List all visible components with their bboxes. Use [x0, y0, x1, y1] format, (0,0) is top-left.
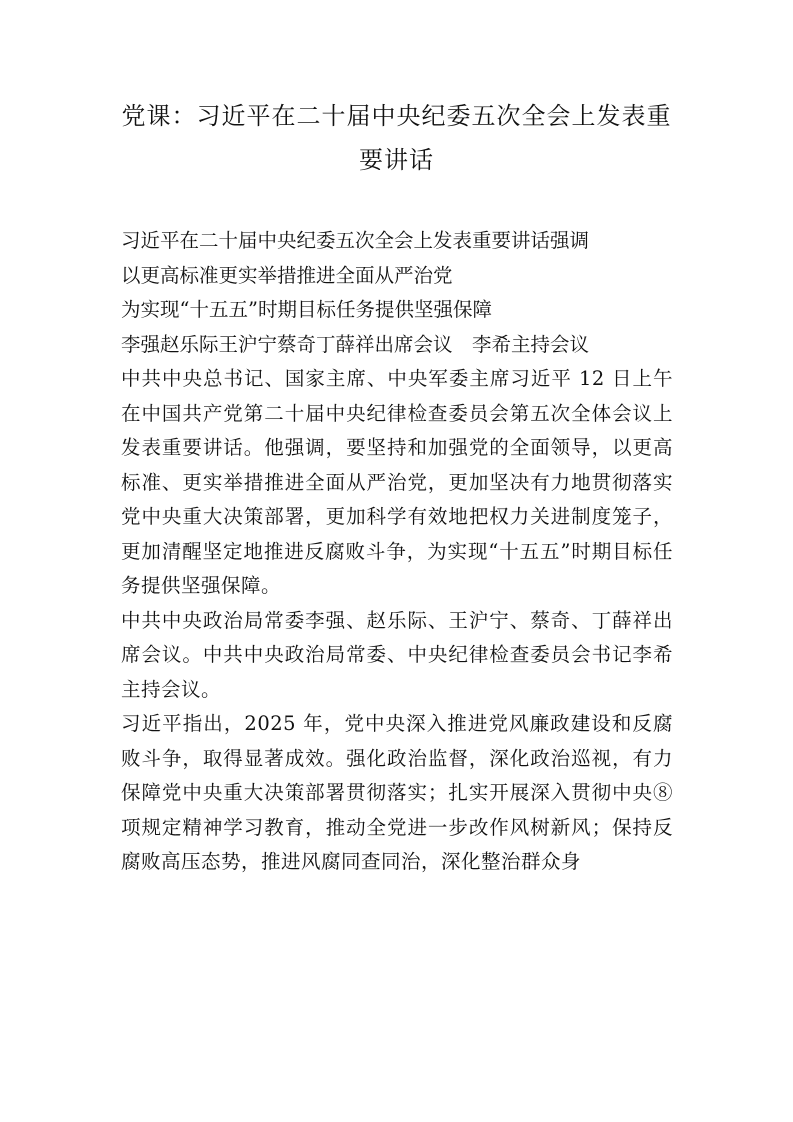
headline-4: 李强赵乐际王沪宁蔡奇丁薛祥出席会议 李希主持会议: [121, 332, 590, 356]
paragraph-1: 中共中央总书记、国家主席、中央军委主席习近平 12 日上午在中国共产党第二十届中央纪律检查委员会第五次全体会议上发表重要讲话。他强调，要坚持和加强党的全面领导，以更高标准、更实举措推进全面从严治党，更加坚决有力地贯彻落实党中央重大决策部署，更加科学有效地把权力关进制度笼子，更加清醒坚定地推进反腐败斗争，为实现“十五五”时期目标任务提供坚强保障。: [121, 367, 673, 597]
headline-3: 为实现“十五五”时期目标任务提供坚强保障: [121, 298, 492, 321]
headline-2: 以更高标准更实举措推进全面从严治党: [121, 263, 453, 287]
paragraph-2: 中共中央政治局常委李强、赵乐际、王沪宁、蔡奇、丁薛祥出席会议。中共中央政治局常委、中央纪律检查委员会书记李希主持会议。: [121, 608, 673, 701]
document-title: 党课：习近平在二十届中央纪委五次全会上发表重要讲话: [121, 102, 672, 174]
document-body: [121, 224, 673, 880]
paragraph-3: 习近平指出，2025 年，党中央深入推进党风廉政建设和反腐败斗争，取得显著成效。强化政治监督，深化政治巡视，有力保障党中央重大决策部署贯彻落实；扎实开展深入贯彻中央⑧项规定精神学习教育，推动全党进一步改作风树新风；保持反腐败高压态势，推进风腐同查同治，深化整治群众身: [121, 712, 673, 873]
headline-1: 习近平在二十届中央纪委五次全会上发表重要讲话强调: [121, 229, 590, 252]
